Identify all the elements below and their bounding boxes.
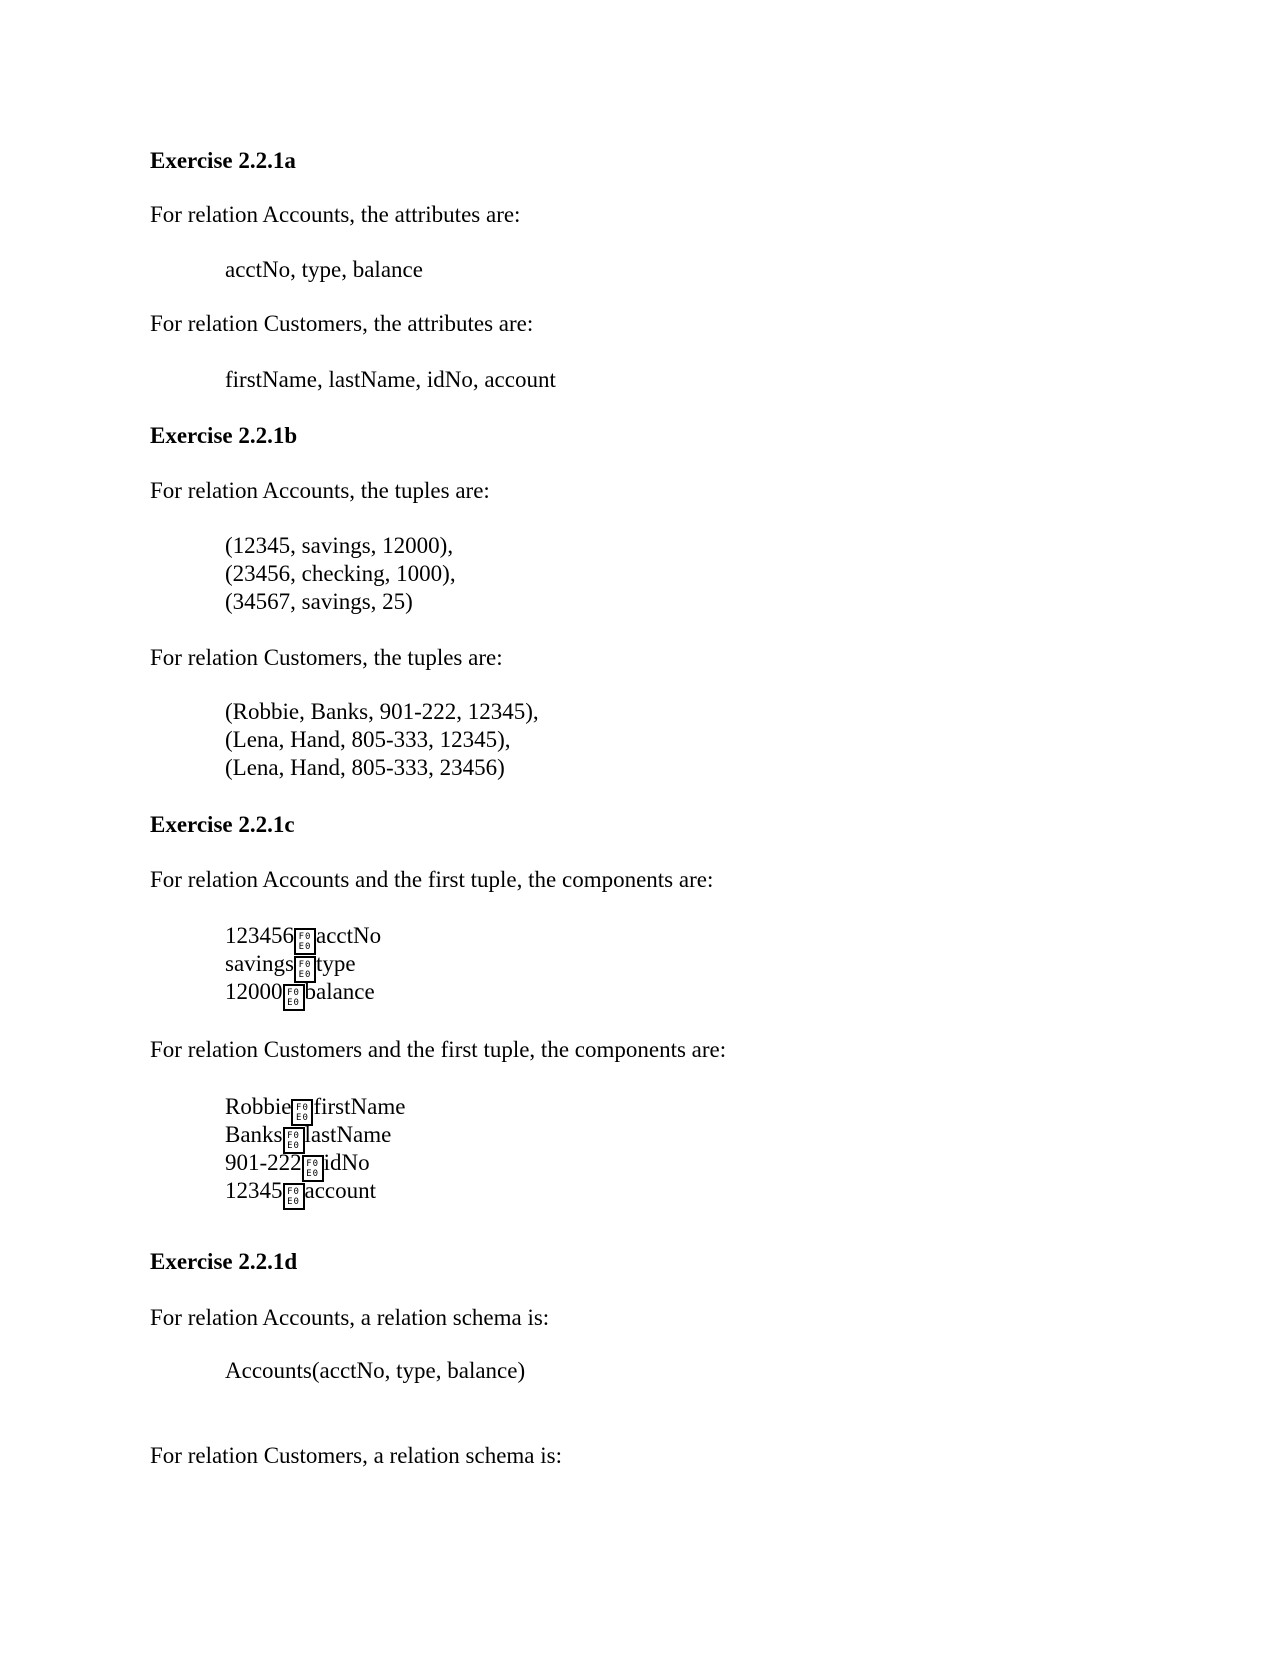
component-line <box>225 922 381 950</box>
accounts-tuples-list <box>225 532 456 616</box>
tuple-line: (Lena, Hand, 805-333, 23456) <box>225 755 505 780</box>
component-value: Banks <box>225 1122 283 1147</box>
accounts-attributes-list: acctNo, type, balance <box>225 257 423 282</box>
accounts-tuples-intro: For relation Accounts, the tuples are: <box>150 478 490 503</box>
accounts-components-intro: For relation Accounts and the first tuple, the components are: <box>150 867 714 892</box>
heading-exercise-d: Exercise 2.2.1d <box>150 1249 298 1274</box>
component-attribute: idNo <box>323 1150 370 1175</box>
component-line <box>225 950 381 978</box>
accounts-schema: Accounts(acctNo, type, balance) <box>225 1358 526 1383</box>
heading-exercise-a: Exercise 2.2.1a <box>150 148 296 173</box>
component-line <box>225 1149 405 1177</box>
missing-glyph-icon: F0 E0 <box>283 1127 305 1154</box>
tuple-line: (Robbie, Banks, 901-222, 12345), <box>225 699 539 724</box>
customers-components-intro: For relation Customers and the first tuple, the components are: <box>150 1037 727 1062</box>
customers-schema-intro: For relation Customers, a relation schema is: <box>150 1443 562 1468</box>
customers-attributes-intro: For relation Customers, the attributes are: <box>150 311 534 336</box>
missing-glyph-icon: F0 E0 <box>283 984 305 1011</box>
customers-tuples-intro: For relation Customers, the tuples are: <box>150 645 503 670</box>
accounts-components-list <box>225 922 381 1006</box>
accounts-attributes-intro: For relation Accounts, the attributes are: <box>150 202 521 227</box>
missing-glyph-icon: F0 E0 <box>294 928 316 955</box>
missing-glyph-icon: F0 E0 <box>283 1183 305 1210</box>
customers-tuples-list <box>225 698 539 782</box>
component-value: 901-222 <box>225 1150 302 1175</box>
customers-components-list <box>225 1093 405 1205</box>
missing-glyph-icon: F0 E0 <box>291 1099 313 1126</box>
component-line <box>225 978 381 1006</box>
component-attribute: account <box>304 1178 377 1203</box>
component-value: 123456 <box>225 923 294 948</box>
component-attribute: type <box>316 951 356 976</box>
component-attribute: firstName <box>313 1094 406 1119</box>
component-line <box>225 1121 405 1149</box>
tuple-line: (12345, savings, 12000), <box>225 533 454 558</box>
component-value: savings <box>225 951 294 976</box>
heading-exercise-b: Exercise 2.2.1b <box>150 423 298 448</box>
component-line <box>225 1093 405 1121</box>
component-attribute: balance <box>304 979 375 1004</box>
missing-glyph-icon: F0 E0 <box>294 956 316 983</box>
accounts-schema-intro: For relation Accounts, a relation schema is: <box>150 1305 550 1330</box>
component-value: 12345 <box>225 1178 283 1203</box>
missing-glyph-icon: F0 E0 <box>302 1155 324 1182</box>
component-attribute: lastName <box>304 1122 392 1147</box>
tuple-line: (34567, savings, 25) <box>225 589 413 614</box>
tuple-line: (Lena, Hand, 805-333, 12345), <box>225 727 511 752</box>
component-value: 12000 <box>225 979 283 1004</box>
customers-attributes-list: firstName, lastName, idNo, account <box>225 367 556 392</box>
heading-exercise-c: Exercise 2.2.1c <box>150 812 295 837</box>
component-attribute: acctNo <box>316 923 382 948</box>
component-value: Robbie <box>225 1094 292 1119</box>
component-line <box>225 1177 405 1205</box>
tuple-line: (23456, checking, 1000), <box>225 561 456 586</box>
